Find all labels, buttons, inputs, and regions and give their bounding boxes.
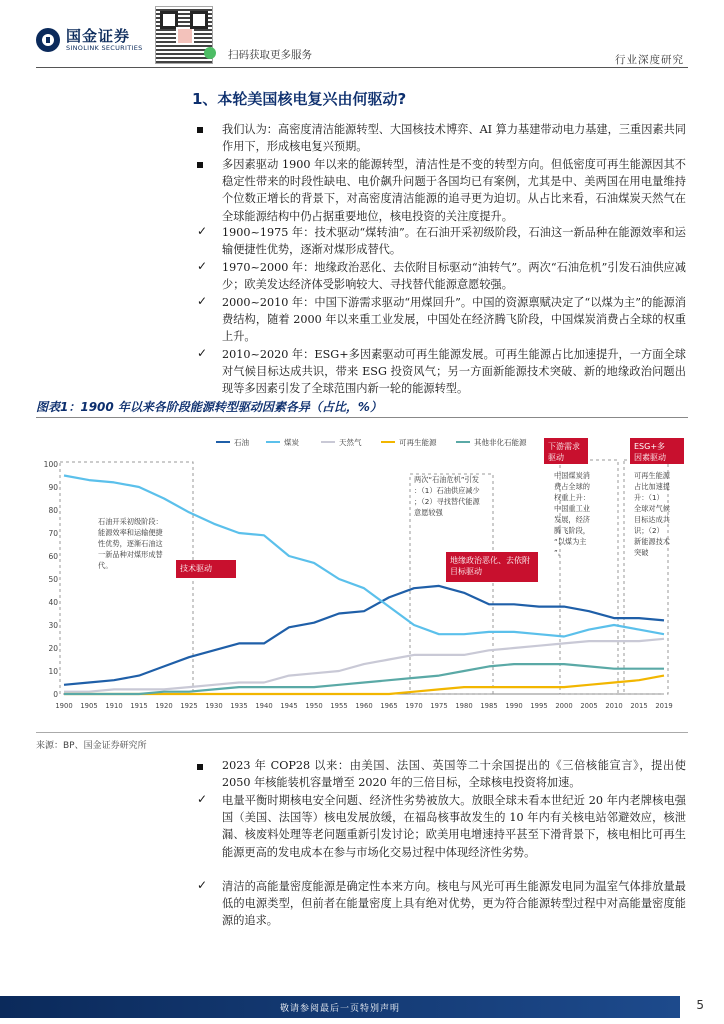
paragraph-2: 多因素驱动 1900 年以来的能源转型，清洁性是不变的转型方向。但低密度可再生能源因其不稳定性带来的时段性缺电、电价飙升问题于各国均已有案例，尤其是中、美两国在用电量维持个位数正增长的背景下，对高密度清洁能源的追寻更为迫切。从占比来看，石油煤炭天然气在全球能源结构中仍占据重要地位，核电投资的关注度提升。 <box>222 158 686 223</box>
y-tick-label: 80 <box>48 506 58 515</box>
paragraph-9: 清洁的高能量密度能源是确定性本来方向。核电与风光可再生能源发电同为温室气体排放量最低的电源类型，但前者在能量密度上具有绝对优势，更为符合能源转型过程中对高能量密度能源的追求。 <box>222 880 686 928</box>
x-tick-label: 1980 <box>455 702 473 710</box>
figure-divider <box>36 417 688 418</box>
annotation-tag-2: 地缘政治恶化、去依附目标驱动 <box>450 556 530 576</box>
figure-source: 来源：BP、国金证券研究所 <box>36 741 147 751</box>
annotation-region-1 <box>60 462 193 694</box>
y-tick-label: 10 <box>48 667 58 676</box>
figure-title: 图表1：1900 年以来各阶段能源转型驱动因素各异（占比，%） <box>36 400 382 414</box>
x-tick-label: 1995 <box>530 702 548 710</box>
x-tick-label: 1945 <box>280 702 298 710</box>
x-tick-label: 1940 <box>255 702 273 710</box>
x-tick-label: 1965 <box>380 702 398 710</box>
header-divider <box>36 67 688 68</box>
x-tick-label: 1990 <box>505 702 523 710</box>
y-tick-label: 40 <box>48 598 58 607</box>
check-bullet-icon: ✓ <box>197 792 208 806</box>
logo-cn: 国金证券 <box>66 27 131 45</box>
square-bullet-icon <box>197 122 207 133</box>
y-tick-label: 0 <box>53 690 58 699</box>
paragraph-3: 1900~1975 年：技术驱动“煤转油”。在石油开采初级阶段，石油这一新品种在能源效率和运输便捷性优势，逐渐对煤形成替代。 <box>222 226 686 257</box>
qr-code-icon[interactable] <box>155 6 213 64</box>
x-tick-label: 1985 <box>480 702 498 710</box>
logo-en: SINOLINK SECURITIES <box>66 44 143 52</box>
paragraph-5: 2000~2010 年：中国下游需求驱动“用煤回升”。中国的资源禀赋决定了“以煤为主”的能源消费结构，随着 2000 年以来重工业发展，中国处在经济腾飞阶段，中国煤炭消费占全球的权重上升。 <box>222 296 686 344</box>
x-tick-label: 1935 <box>230 702 248 710</box>
x-tick-label: 1930 <box>205 702 223 710</box>
check-bullet-icon: ✓ <box>197 294 208 308</box>
legend-label: 天然气 <box>339 438 362 447</box>
x-tick-label: 2000 <box>555 702 573 710</box>
footer-disclaimer[interactable]: 敬请参阅最后一页特别声明 <box>279 1004 400 1014</box>
page-header <box>0 0 724 70</box>
annotation-tag-1: 技术驱动 <box>180 564 212 573</box>
x-tick-label: 2015 <box>630 702 648 710</box>
legend-label: 石油 <box>234 438 249 447</box>
x-tick-label: 2005 <box>580 702 598 710</box>
x-tick-label: 1925 <box>180 702 198 710</box>
y-tick-label: 70 <box>48 529 58 538</box>
x-tick-label: 1915 <box>130 702 148 710</box>
y-tick-label: 60 <box>48 552 58 561</box>
check-bullet-icon: ✓ <box>197 224 208 238</box>
y-tick-label: 20 <box>48 644 58 653</box>
x-tick-label: 2019 <box>655 702 673 710</box>
x-tick-label: 2010 <box>605 702 623 710</box>
annotation-tag-3: 下游需求驱动 <box>548 442 580 462</box>
logo-mark-icon <box>36 28 60 52</box>
x-tick-label: 1920 <box>155 702 173 710</box>
x-tick-label: 1955 <box>330 702 348 710</box>
square-bullet-icon <box>197 759 207 770</box>
energy-mix-chart <box>36 428 688 718</box>
paragraph-4: 1970~2000 年：地缘政治恶化、去依附目标驱动“油转气”。两次“石油危机”引发石油供应减少；欧美发达经济体受影响较大、寻找替代能源意愿较强。 <box>222 261 686 292</box>
series-line-3 <box>64 676 664 694</box>
paragraph-6: 2010~2020 年：ESG+多因素驱动可再生能源发展。可再生能源占比加速提升，一方面全球对气候目标达成共识，带来 ESG 投资风气；另一方面新能源技术突破、新的地缘政治问题出现等多因素引发了全球范围内新一轮的能源转型。 <box>222 348 686 396</box>
annotation-text-1: 石油开采初级阶段：能源效率和运输便捷性优势，逐渐石油这一新品种对煤形成替代。 <box>98 517 163 570</box>
x-tick-label: 1975 <box>430 702 448 710</box>
y-tick-label: 50 <box>48 575 58 584</box>
annotation-region-2 <box>410 474 493 694</box>
report-type: 行业深度研究 <box>615 54 684 66</box>
legend-label: 煤炭 <box>284 438 299 447</box>
x-tick-label: 1950 <box>305 702 323 710</box>
paragraph-7: 2023 年 COP28 以来：由美国、法国、英国等二十余国提出的《三倍核能宣言》，提出使 2050 年核能装机容量增至 2020 年的三倍目标，全球核电投资将加速。 <box>222 759 686 790</box>
x-tick-label: 1900 <box>55 702 73 710</box>
x-tick-label: 1970 <box>405 702 423 710</box>
annotation-tag-4: ESG+多因素驱动 <box>634 442 666 462</box>
section-title: 1、本轮美国核电复兴由何驱动? <box>192 90 407 108</box>
annotation-text-2: 两次“石油危机”引发：（1）石油供应减少；（2）寻找替代能源意愿较强 <box>414 475 480 517</box>
page-number: 5 <box>696 998 704 1012</box>
x-tick-label: 1960 <box>355 702 373 710</box>
check-bullet-icon: ✓ <box>197 346 208 360</box>
legend-label: 其他非化石能源 <box>474 438 527 447</box>
x-tick-label: 1905 <box>80 702 98 710</box>
series-line-0 <box>64 586 664 685</box>
scan-text: 扫码获取更多服务 <box>228 49 312 61</box>
legend-label: 可再生能源 <box>399 438 437 447</box>
y-tick-label: 90 <box>48 483 58 492</box>
wechat-badge-icon <box>204 47 216 59</box>
y-tick-label: 100 <box>43 460 58 469</box>
annotation-text-3: 中国煤炭消费占全球的权重上升：中国重工业发展，经济腾飞阶段，“以煤为主”。 <box>554 471 590 557</box>
chart-svg <box>36 428 688 718</box>
check-bullet-icon: ✓ <box>197 259 208 273</box>
company-logo <box>36 28 143 52</box>
y-tick-label: 30 <box>48 621 58 630</box>
source-divider <box>36 732 688 733</box>
check-bullet-icon: ✓ <box>197 878 208 892</box>
x-tick-label: 1910 <box>105 702 123 710</box>
annotation-text-4: 可再生能源占比加速提升：（1）全球对气候目标达成共识；（2）新能源技术突破 <box>634 471 670 557</box>
square-bullet-icon <box>197 157 207 168</box>
paragraph-1: 我们认为：高密度清洁能源转型、大国核技术博弈、AI 算力基建带动电力基建，三重因素共同作用下，形成核电复兴预期。 <box>222 123 686 154</box>
paragraph-8: 电量平衡时期核电安全问题、经济性劣势被放大。放眼全球未看本世纪近 20 年内老牌核电强国（美国、法国等）核电发展放缓，在福岛核事故发生的 10 年内有关核电站邻避效应，核泄漏、核废料处理等老问题重新引发讨论；欧美用电增速持平甚至下滑背景下，核电相比可再生能源更高的发电成本在参与市场化交易过程中体现经济性劣势。 <box>222 794 686 859</box>
